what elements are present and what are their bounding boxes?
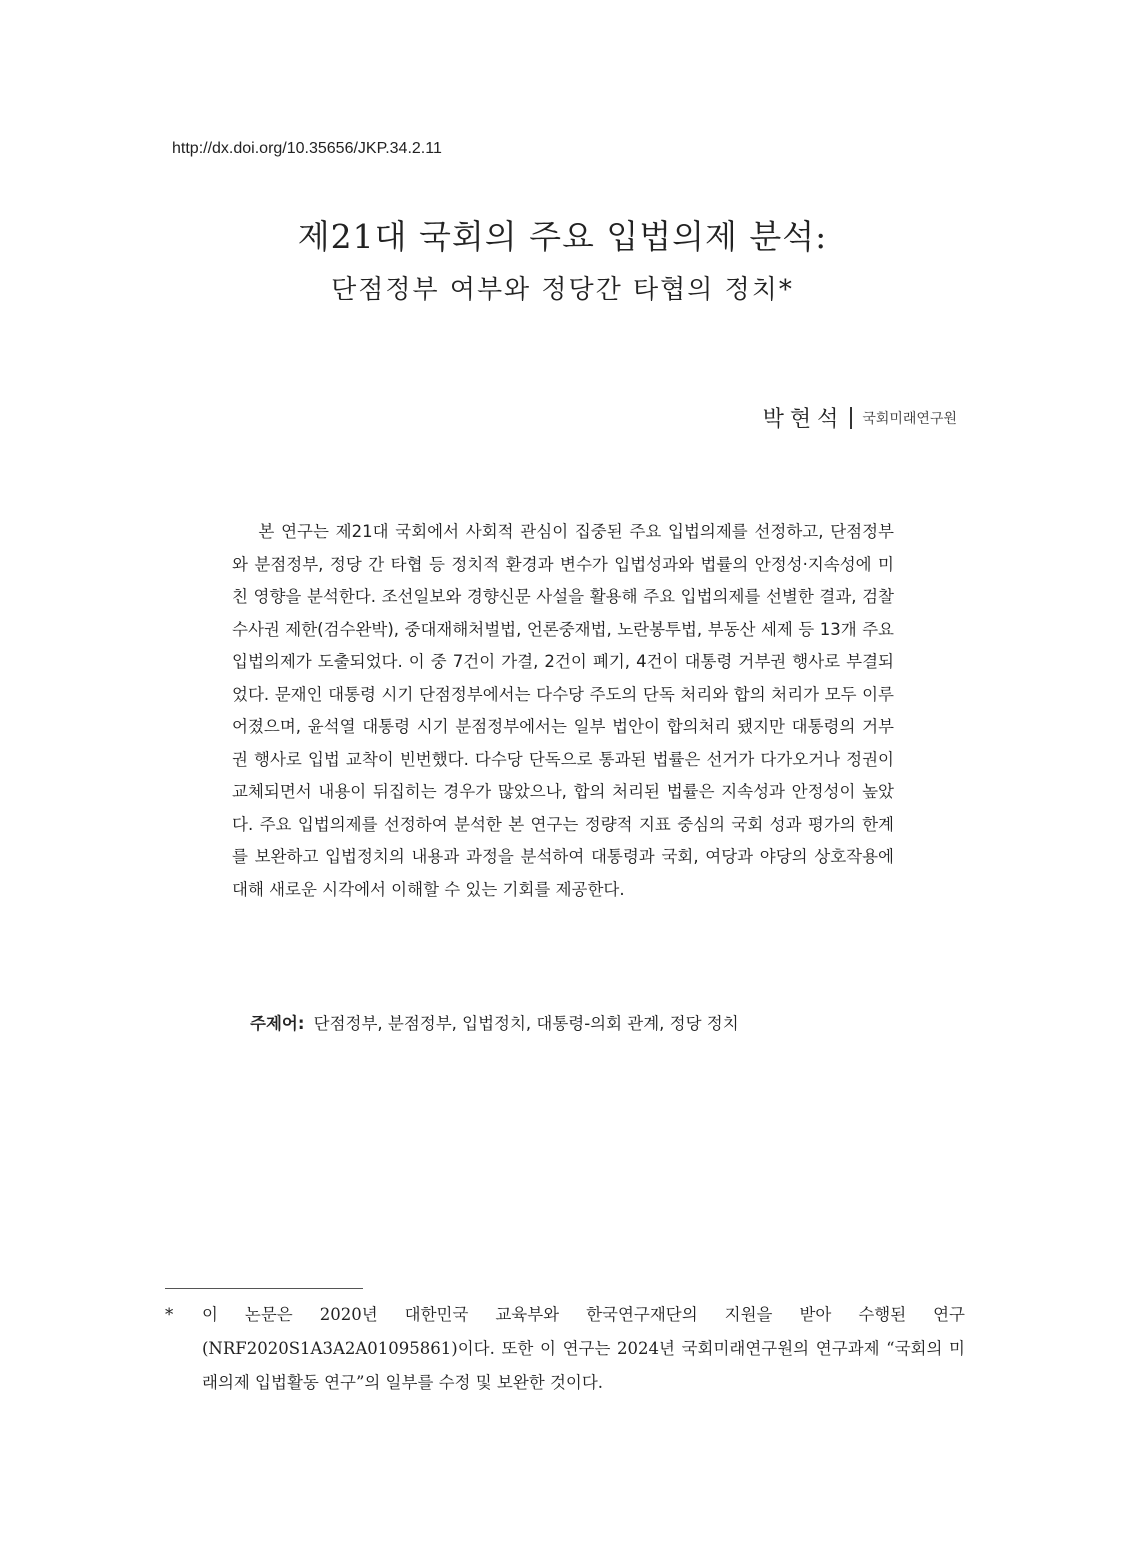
keywords-label: 주제어: <box>250 1014 305 1033</box>
keywords-list: 단점정부, 분점정부, 입법정치, 대통령-의회 관계, 정당 정치 <box>313 1014 739 1033</box>
author-affiliation: 국회미래연구원 <box>862 410 957 427</box>
author-line <box>763 402 957 433</box>
footnote-text: 이 논문은 2020년 대한민국 교육부와 한국연구재단의 지원을 받아 수행된 연구(NRF2020S1A3A2A01095861)이다. 또한 이 연구는 2024년 국회미래연구원의 연구과제 “국회의 미래의제 입법활동 연구”의 일부를 수정 및 보완한 것이다. <box>202 1305 965 1392</box>
doi-link[interactable]: http://dx.doi.org/10.35656/JKP.34.2.11 <box>172 140 442 157</box>
footnote <box>165 1298 965 1400</box>
keywords <box>250 1010 739 1034</box>
footnote-mark: * <box>165 1305 174 1324</box>
title-block <box>0 214 1125 310</box>
footnote-divider <box>165 1288 363 1289</box>
paper-subtitle: 단점정부 여부와 정당간 타협의 정치* <box>331 275 794 305</box>
author-separator <box>850 407 852 429</box>
paper-title: 제21대 국회의 주요 입법의제 분석: <box>297 217 828 256</box>
abstract-text: 본 연구는 제21대 국회에서 사회적 관심이 집중된 주요 입법의제를 선정하고, 단점정부와 분점정부, 정당 간 타협 등 정치적 환경과 변수가 입법성과와 법률의 안정성·지속성에 미친 영향을 분석한다. 조선일보와 경향신문 사설을 활용해 주요 입법의제를 선별한 결과, 검찰 수사권 제한(검수완박), 중대재해처벌법, 언론중재법, 노란봉투법, 부동산 세제 등 13개 주요 입법의제가 도출되었다. 이 중 7건이 가결, 2건이 폐기, 4건이 대통령 거부권 행사로 부결되었다. 문재인 대통령 시기 단점정부에서는 다수당 주도의 단독 처리와 합의 처리가 모두 이루어졌으며, 윤석열 대통령 시기 분점정부에서는 일부 법안이 합의처리 됐지만 대통령의 거부권 행사로 입법 교착이 빈번했다. 다수당 단독으로 통과된 법률은 선거가 다가오거나 정권이 교체되면서 내용이 뒤집히는 경우가 많았으나, 합의 처리된 법률은 지속성과 안정성이 높았다. 주요 입법의제를 선정하여 분석한 본 연구는 정량적 지표 중심의 국회 성과 평가의 한계를 보완하고 입법정치의 내용과 과정을 분석하여 대통령과 국회, 여당과 야당의 상호작용에 대해 새로운 시각에서 이해할 수 있는 기회를 제공한다. <box>232 522 894 899</box>
author-name: 박현석 <box>762 407 845 432</box>
